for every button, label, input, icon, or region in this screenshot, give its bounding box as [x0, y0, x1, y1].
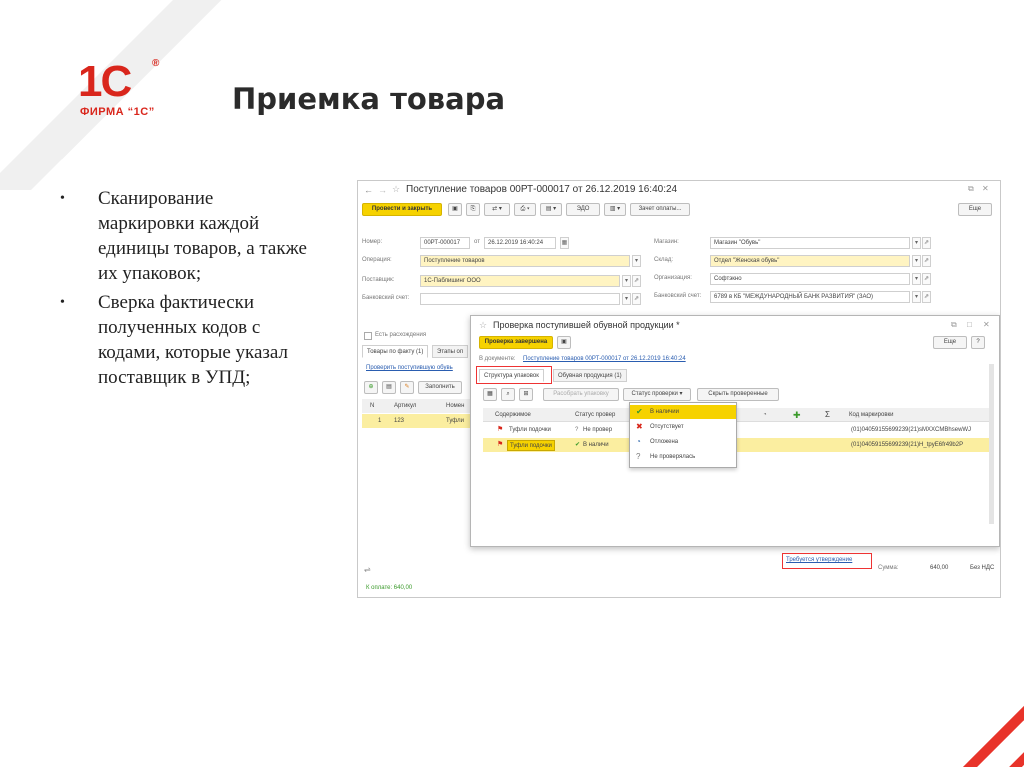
save-icon[interactable]: ▣ — [448, 203, 462, 216]
status-option-absent[interactable] — [630, 420, 736, 434]
highlight-frame — [476, 366, 552, 384]
organization-field[interactable]: Софтэкно — [710, 273, 910, 285]
row-content: Туфли подочки — [507, 440, 555, 451]
check-icon: ✔ — [636, 407, 643, 416]
logo-text: ФИРМА “1С” — [80, 106, 155, 118]
edo-label: ЭДО — [576, 206, 590, 212]
col-sku: Артикул — [394, 403, 417, 409]
bullet-list — [60, 186, 310, 394]
date-field[interactable]: 26.12.2019 16:40:24 — [484, 237, 556, 249]
row-n: 1 — [378, 418, 382, 424]
dialog-link-icon[interactable]: ⧉ — [951, 320, 957, 329]
decor-stripes-bottom-right — [914, 647, 1024, 767]
status-option-postponed[interactable] — [630, 435, 736, 449]
dialog-more-button[interactable]: Еще — [933, 336, 967, 349]
bullet-item — [60, 290, 310, 390]
dialog-scrollbar[interactable] — [989, 364, 994, 524]
store-open-icon[interactable]: ⇗ — [922, 237, 931, 249]
warehouse-open-icon[interactable]: ⇗ — [922, 255, 931, 267]
more-button[interactable]: Еще — [958, 203, 992, 216]
link-icon[interactable]: ⧉ — [968, 184, 974, 193]
sum-value: 640,00 — [930, 565, 949, 571]
dialog-save-icon[interactable]: ▣ — [557, 336, 571, 349]
edo-button[interactable] — [566, 203, 600, 216]
row-status: Не провер — [583, 427, 613, 433]
warehouse-field[interactable]: Отдел "Женская обувь" — [710, 255, 910, 267]
dialog-title: Проверка поступившей обувной продукции * — [493, 320, 680, 330]
supplier-open-icon[interactable]: ⇗ — [632, 275, 641, 287]
status-option-not-checked[interactable] — [630, 450, 736, 464]
bank-dropdown-icon[interactable]: ▾ — [622, 293, 631, 305]
status-option-present[interactable] — [630, 405, 736, 419]
warehouse-label: Склад: — [654, 257, 674, 263]
expand-icon[interactable]: ⊞ — [519, 388, 533, 401]
tab-goods-actual[interactable]: Товары по факту (1) — [362, 345, 428, 358]
bullet-glyph: • — [60, 191, 65, 206]
col-hourglass-icon: ◔ — [763, 412, 767, 418]
check-shoes-link[interactable]: Проверить поступившую обувь — [366, 365, 453, 371]
operation-field[interactable]: Поступление товаров — [420, 255, 630, 267]
tab-package-structure[interactable]: Структура упаковок — [479, 369, 544, 382]
row-code: (01)04059155699239(21)sMXXCMBhsewWJ — [851, 427, 972, 433]
supplier-label: Поставщик: — [362, 277, 395, 283]
post-icon[interactable]: ⎘ — [466, 203, 480, 216]
company-bank-field[interactable]: 6789 в КБ "МЕЖДУНАРОДНЫЙ БАНК РАЗВИТИЯ" (ЗАО) — [710, 291, 910, 303]
status-option-label: Отсутствует — [650, 424, 684, 430]
row-name: Туфли — [446, 418, 464, 424]
package-grid-header — [483, 408, 993, 422]
discrepancy-label: Есть расхождения — [375, 332, 427, 338]
slide-title: Приемка товара — [232, 82, 506, 116]
hide-checked-button[interactable]: Скрыть проверенные — [697, 388, 779, 401]
approval-required-link[interactable]: Требуется утверждение — [786, 557, 853, 563]
scan-icon[interactable]: ▦ — [483, 388, 497, 401]
dialog-star-icon[interactable]: ☆ — [479, 320, 488, 330]
shoe-icon: ⚑ — [497, 441, 504, 448]
status-filter-label: Статус проверки — [631, 391, 678, 397]
discrepancy-checkbox[interactable] — [364, 332, 372, 340]
to-pay-footer: К оплате: 640,00 — [366, 585, 413, 591]
expand-toggle-icon[interactable]: ⇌ — [364, 565, 371, 574]
number-field[interactable]: 00РТ-000017 — [420, 237, 470, 249]
firm-1c-logo — [78, 57, 174, 122]
bank-account-field[interactable] — [420, 293, 620, 305]
question-icon: ? — [636, 452, 641, 461]
search-icon[interactable]: ⌕ — [501, 388, 515, 401]
row-sku: 123 — [394, 418, 405, 424]
back-arrow-icon[interactable]: ← — [364, 185, 373, 195]
highlight-frame — [782, 553, 872, 569]
status-option-label: Отложена — [650, 439, 679, 445]
bank-account-label: Банковский счет: — [362, 295, 410, 301]
print-icon[interactable]: ⎙ ▾ — [514, 203, 536, 216]
clock-icon: ◔ — [636, 437, 641, 446]
unchecked-icon: ? — [575, 427, 579, 433]
store-dropdown-icon[interactable]: ▾ — [912, 237, 921, 249]
col-status: Статус провер — [575, 412, 616, 418]
operation-dropdown-icon[interactable]: ▾ — [632, 255, 641, 267]
tab-stages[interactable]: Этапы оп — [432, 345, 468, 358]
store-label: Магазин: — [654, 239, 679, 245]
row-status: В наличи — [583, 442, 609, 448]
warehouse-dropdown-icon[interactable]: ▾ — [912, 255, 921, 267]
shoe-icon: ⚑ — [497, 426, 504, 433]
company-bank-dropdown-icon[interactable]: ▾ — [912, 291, 921, 303]
company-bank-label: Банковский счет: — [654, 293, 702, 299]
status-option-label: Не проверялась — [650, 454, 696, 460]
present-check-icon: ✔ — [575, 442, 581, 448]
col-marking-code: Код маркировки — [849, 412, 894, 418]
col-plus-icon: ✚ — [793, 410, 801, 420]
status-filter-button[interactable]: Статус проверки ▾ — [623, 388, 691, 401]
payment-offset-button[interactable]: Зачет оплаты... — [630, 203, 690, 216]
dialog-maximize-icon[interactable]: □ — [967, 320, 972, 329]
report-icon[interactable]: ▤ ▾ — [540, 203, 562, 216]
row-content: Туфли подочки — [509, 427, 551, 433]
copy-row-icon[interactable]: ▤ — [382, 381, 396, 394]
check-done-button[interactable]: Проверка завершена — [479, 336, 553, 349]
col-name: Номен — [446, 403, 465, 409]
source-document-link[interactable]: Поступление товаров 00РТ-000017 от 26.12.2019 16:40:24 — [523, 356, 686, 362]
attachments-icon[interactable]: ▥ ▾ — [604, 203, 626, 216]
tab-shoe-products[interactable]: Обувная продукция (1) — [553, 369, 627, 382]
dialog-help-icon[interactable]: ? — [971, 336, 985, 349]
status-option-label: В наличии — [650, 409, 680, 415]
sum-label: Сумма: — [878, 565, 899, 571]
row-code: (01)04059155699239(21)H_tpyE6fr49b2P — [851, 442, 964, 448]
date-label: от — [474, 239, 480, 245]
bullet-text: Сканирование маркировки каждой единицы товаров, а также их упаковок; — [98, 188, 307, 284]
logo-mark: 1С — [78, 57, 131, 106]
vat-label: Без НДС — [970, 565, 995, 571]
organization-open-icon[interactable]: ⇗ — [922, 273, 931, 285]
cross-icon: ✖ — [636, 422, 643, 431]
unpack-button[interactable]: Расобрать упаковку — [543, 388, 619, 401]
col-content: Содержимое — [495, 412, 531, 418]
shoe-check-dialog — [470, 315, 1000, 547]
bullet-item — [60, 186, 310, 286]
company-bank-open-icon[interactable]: ⇗ — [922, 291, 931, 303]
status-dropdown — [629, 402, 737, 468]
in-document-label: В документе: — [479, 356, 516, 362]
calendar-icon[interactable]: ▦ — [560, 237, 569, 249]
add-row-icon[interactable]: ⊕ — [364, 381, 378, 394]
col-sum: Σ — [825, 410, 830, 419]
edit-row-icon[interactable]: ✎ — [400, 381, 414, 394]
organization-dropdown-icon[interactable]: ▾ — [912, 273, 921, 285]
dialog-close-icon[interactable]: ✕ — [983, 320, 990, 329]
document-window — [357, 180, 1001, 598]
number-label: Номер: — [362, 239, 383, 245]
bank-open-icon[interactable]: ⇗ — [632, 293, 641, 305]
operation-label: Операция: — [362, 257, 392, 263]
registered-mark: ® — [152, 58, 160, 69]
create-based-icon[interactable]: ⇄ ▾ — [484, 203, 510, 216]
col-n: N — [370, 403, 375, 409]
supplier-dropdown-icon[interactable]: ▾ — [622, 275, 631, 287]
forward-arrow-icon[interactable]: → — [378, 185, 387, 195]
bullet-text: Сверка фактически полученных кодов с кодами, которые указал поставщик в УПД; — [98, 292, 288, 388]
post-close-button[interactable]: Провести и закрыть — [362, 203, 442, 216]
store-field[interactable]: Магазин "Обувь" — [710, 237, 910, 249]
favorite-star-icon[interactable]: ☆ — [392, 184, 401, 194]
fill-button[interactable]: Заполнить — [418, 381, 462, 394]
organization-label: Организация: — [654, 275, 692, 281]
window-title: Поступление товаров 00РТ-000017 от 26.12.2019 16:40:24 — [406, 184, 678, 195]
bullet-glyph: • — [60, 295, 65, 310]
close-icon[interactable]: ✕ — [982, 184, 989, 193]
supplier-field[interactable]: 1С-Паблишинг ООО — [420, 275, 620, 287]
